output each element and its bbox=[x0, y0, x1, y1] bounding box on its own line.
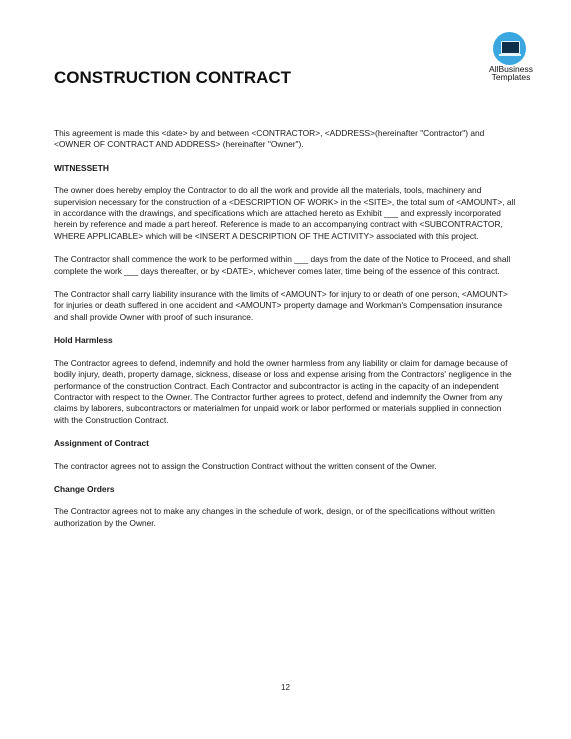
hold-harmless-heading: Hold Harmless bbox=[54, 335, 113, 346]
change-orders-paragraph: The Contractor agrees not to make any changes in the schedule of work, design, or of the specifications without written authorization by the Owner. bbox=[54, 506, 495, 528]
document-body bbox=[54, 128, 516, 541]
hold-harmless-paragraph: The Contractor agrees to defend, indemnify and hold the owner harmless from any liability or claim for damage because of bodily injury, death, property damage, sickness, disease or loss and expense arising from the Contractors' negligence in the performance of the construction Contract. Each Contractor and subcontractor is acting in the capacity of an independent Contractor with respect to the Owner. The Contractor further agrees to protect, defend and indemnify the Owner from any claims by laborers, subcontractors or materialmen for unpaid work or labor performed or materials supplied in connection with the Construction Contract. bbox=[54, 357, 512, 425]
witnesseth-paragraph-2: The Contractor shall commence the work to be performed within ___ days from the date of the Notice to Proceed, and shall complete the work ___ days thereafter, or by <DATE>, whichever comes later, time being of the essence of this contract. bbox=[54, 254, 511, 276]
page-number: 12 bbox=[281, 683, 290, 692]
logo-line-1: AllBusiness bbox=[489, 64, 533, 74]
change-orders-heading: Change Orders bbox=[54, 483, 115, 494]
allbusiness-templates-logo[interactable] bbox=[486, 32, 536, 86]
witnesseth-paragraph-3: The Contractor shall carry liability insurance with the limits of <AMOUNT> for injury to or death of one person, <AMOUNT> for injuries or death suffered in one accident and <AMOUNT> property damage and Workman's Compensation insurance and shall provide Owner with proof of such insurance. bbox=[54, 289, 508, 322]
document-title: CONSTRUCTION CONTRACT bbox=[54, 68, 292, 87]
assignment-heading: Assignment of Contract bbox=[54, 438, 149, 449]
logo-line-2: Templates bbox=[491, 72, 531, 82]
logo-text bbox=[482, 65, 540, 81]
witnesseth-heading: WITNESSETH bbox=[54, 162, 109, 173]
laptop-icon bbox=[493, 32, 526, 65]
assignment-paragraph: The contractor agrees not to assign the Construction Contract without the written consent of the Owner. bbox=[54, 460, 437, 471]
witnesseth-paragraph-1: The owner does hereby employ the Contractor to do all the work and provide all the materials, tools, machinery and supervision necessary for the construction of a <DESCRIPTION OF WORK> in the <SITE>, the total sum of <AMOUNT>, all in accordance with the drawings, and specifications which are attached hereto as Exhibit ___ and expressly incorporated herein by reference and made a part hereof. Reference is made to an accompanying contract with <SUBCONTRACTOR, WHERE APPLICABLE> which will be <INSERT A DESCRIPTION OF THE ACTIVITY> associated with this project. bbox=[54, 185, 516, 241]
intro-paragraph: This agreement is made this <date> by and between <CONTRACTOR>, <ADDRESS>(hereinafter "Contractor") and <OWNER OF CONTRACT AND ADDRESS> (hereinafter "Owner"). bbox=[54, 128, 485, 150]
